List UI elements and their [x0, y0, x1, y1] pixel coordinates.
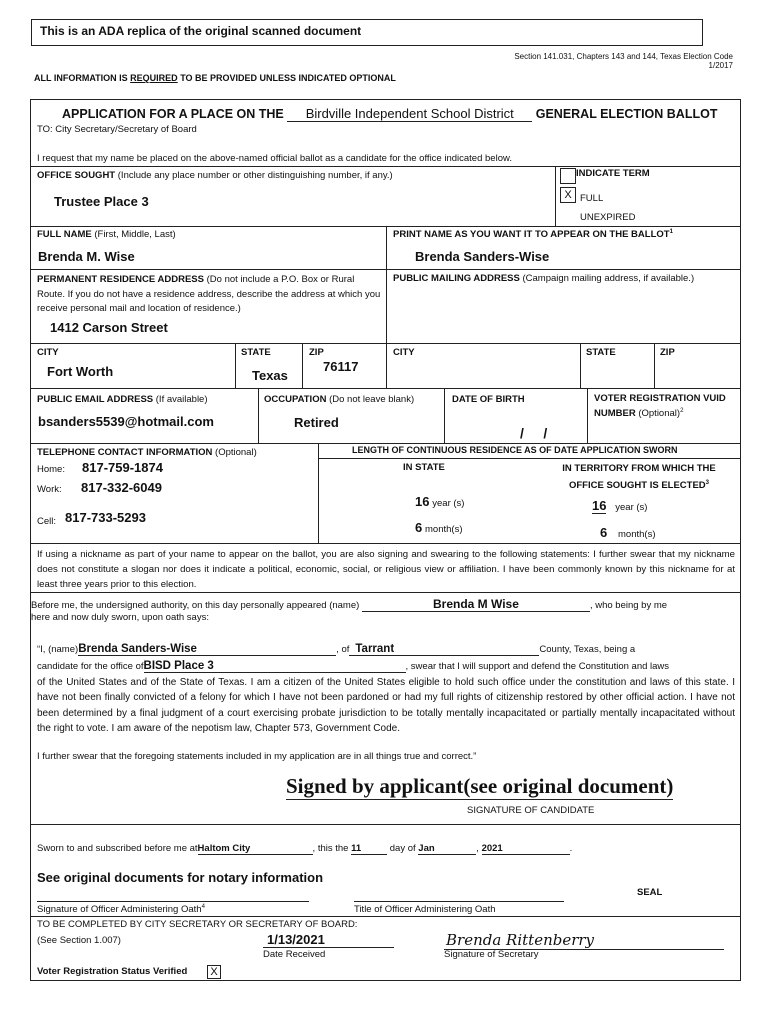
residence-label — [37, 273, 381, 317]
officer-signature-label — [37, 904, 205, 915]
sworn-this-the: , this the — [312, 843, 349, 854]
date-received-value[interactable]: 1/13/2021 — [263, 932, 394, 948]
territory-label — [549, 462, 729, 493]
zip-value[interactable]: 76117 — [323, 359, 359, 374]
occupation-value[interactable]: Retired — [294, 415, 339, 430]
notary-note: See original documents for notary information — [37, 870, 324, 885]
email-label — [37, 394, 208, 405]
before-me-line — [31, 597, 737, 612]
mailing-label — [393, 273, 694, 284]
home-phone-label: Home: — [37, 464, 65, 475]
sworn-year[interactable]: 2021 — [482, 843, 570, 855]
county-value[interactable]: Tarrant — [349, 643, 539, 656]
work-phone-value[interactable]: 817-332-6049 — [81, 480, 162, 495]
required-notice-post: TO BE PROVIDED UNLESS INDICATED OPTIONAL — [177, 73, 396, 83]
territory-footnote: 3 — [705, 480, 710, 486]
vuid-label — [594, 392, 734, 420]
to-line: TO: City Secretary/Secretary of Board — [37, 124, 197, 135]
officer-title-label: Title of Officer Administering Oath — [354, 904, 496, 915]
mailing-label-rest: (Campaign mailing address, if available.) — [519, 273, 695, 284]
sworn-day[interactable]: 11 — [351, 843, 387, 855]
county-post: County, Texas, being a — [539, 644, 636, 655]
email-label-bold: PUBLIC EMAIL ADDRESS — [37, 394, 154, 405]
state-months-unit: month(s) — [425, 524, 463, 535]
mail-city-label: CITY — [393, 347, 415, 358]
mailing-label-bold: PUBLIC MAILING ADDRESS — [393, 273, 520, 284]
territory-months-value[interactable]: 6 — [600, 525, 608, 540]
i-name-line — [37, 643, 735, 656]
before-me-pre: Before me, the undersigned authority, on this day personally appeared (name) — [31, 600, 360, 611]
full-name-value[interactable]: Brenda M. Wise — [38, 249, 135, 264]
email-label-rest: (If available) — [153, 394, 208, 405]
unexpired-term-label: UNEXPIRED — [580, 212, 636, 223]
state-years-unit: year (s) — [432, 498, 465, 509]
territory-years-value[interactable]: 16 — [592, 498, 607, 513]
ballot-name-footnote: 1 — [669, 229, 673, 235]
phone-label-rest: (Optional) — [212, 447, 257, 458]
statute-text: Section 141.031, Chapters 143 and 144, Texas Election Code — [514, 52, 733, 61]
sworn-day-of: day of — [389, 843, 416, 854]
in-state-label: IN STATE — [403, 462, 445, 473]
residence-label-rest: (Do not include a P.O. Box or Rural Route. If you do not have a residence address, describe the address at which you receive personal mail and location of residence.) — [37, 274, 381, 314]
office-sought-label — [37, 170, 393, 181]
state-months-value[interactable]: 6 — [415, 520, 423, 535]
territory-months — [600, 525, 656, 540]
office-label-bold: OFFICE SOUGHT — [37, 170, 116, 181]
candidate-post: , swear that I will support and defend the Constitution and laws — [405, 661, 670, 672]
state-years — [415, 494, 464, 509]
work-phone-label: Work: — [37, 484, 62, 495]
sworn-pre: Sworn to and subscribed before me at — [37, 843, 198, 854]
sworn-place[interactable]: Haltom City — [198, 843, 313, 855]
zip-label: ZIP — [309, 347, 324, 358]
full-name-label-rest: (First, Middle, Last) — [91, 229, 176, 240]
required-notice-pre: ALL INFORMATION IS — [34, 73, 131, 83]
appeared-name[interactable]: Brenda M Wise — [362, 597, 590, 612]
vuid-footnote: 2 — [680, 408, 684, 414]
vuid-optional: (Optional) — [635, 408, 681, 420]
required-notice — [34, 73, 396, 83]
i-name-pre: “I, (name) — [37, 644, 79, 655]
application-title — [62, 106, 717, 122]
email-value[interactable]: bsanders5539@hotmail.com — [38, 414, 214, 429]
secretary-signature-label: Signature of Secretary — [444, 949, 539, 960]
territory-months-unit: month(s) — [618, 529, 656, 540]
full-term-checkbox[interactable]: X — [560, 187, 576, 203]
territory-label-text: IN TERRITORY FROM WHICH THE OFFICE SOUGHT IS ELECTED — [562, 463, 716, 492]
state-value[interactable]: Texas — [252, 368, 288, 383]
full-name-label — [37, 229, 176, 240]
phone-label-bold: TELEPHONE CONTACT INFORMATION — [37, 447, 213, 458]
title-post: GENERAL ELECTION BALLOT — [535, 107, 718, 121]
mail-state-label: STATE — [586, 347, 616, 358]
ada-banner-text: This is an ADA replica of the original scanned document — [40, 24, 362, 38]
cell-phone-label: Cell: — [37, 516, 57, 527]
further-swear: I further swear that the foregoing statements included in my application are in all things true and correct.” — [37, 751, 477, 762]
vuid-label-text: VOTER REGISTRATION VUID NUMBER — [594, 393, 726, 420]
title-pre: APPLICATION FOR A PLACE ON THE — [62, 107, 284, 121]
seal-label: SEAL — [637, 887, 663, 898]
state-label: STATE — [241, 347, 271, 358]
secretary-heading: TO BE COMPLETED BY CITY SECRETARY OR SECRETARY OF BOARD: — [37, 919, 358, 930]
office-sought-value[interactable]: Trustee Place 3 — [54, 194, 149, 209]
residence-value[interactable]: 1412 Carson Street — [50, 320, 168, 335]
residency-header: LENGTH OF CONTINUOUS RESIDENCE AS OF DATE APPLICATION SWORN — [352, 445, 678, 455]
candidate-signature-label: SIGNATURE OF CANDIDATE — [467, 805, 595, 816]
residence-label-bold: PERMANENT RESIDENCE ADDRESS — [37, 274, 204, 285]
statute-citation — [514, 52, 733, 70]
see-section: (See Section 1.007) — [37, 935, 121, 946]
city-label: CITY — [37, 347, 59, 358]
state-months — [415, 520, 463, 535]
dob-label: DATE OF BIRTH — [452, 394, 525, 405]
district-field: Birdville Independent School District — [287, 106, 532, 122]
city-value[interactable]: Fort Worth — [47, 364, 114, 379]
state-years-value[interactable]: 16 — [415, 494, 430, 509]
vr-status-label: Voter Registration Status Verified — [37, 966, 188, 977]
request-line: I request that my name be placed on the above-named official ballot as a candidate for the office indicated below. — [37, 153, 512, 164]
indicate-term-label: INDICATE TERM — [576, 168, 650, 179]
office-of-value[interactable]: BISD Place 3 — [144, 660, 406, 673]
full-name-label-bold: FULL NAME — [37, 229, 92, 240]
occupation-label — [264, 394, 414, 405]
territory-years — [592, 498, 647, 513]
oath-body: of the United States and of the State of Texas. I am a citizen of the United States eligible to hold such office under the constitution and laws of this state. I have not been finally convicted of a felony for which I have not been pardoned or had my full rights of citizenship restored by other official action. I have not been determined by a final judgment of a court exercising probate jurisdiction to be totally mentally incapacitated or partially mentally incapacitated without the right to vote. I am aware of the nepotism law, Chapter 573, Government Code. — [37, 677, 735, 734]
ballot-name-value[interactable]: Brenda Sanders-Wise — [415, 249, 550, 264]
ada-banner — [31, 19, 703, 46]
i-name-value[interactable]: Brenda Sanders-Wise — [78, 643, 336, 656]
here-and-now-line: here and now duly sworn, upon oath says: — [31, 612, 209, 623]
dob-value[interactable]: / / — [520, 425, 548, 441]
cell-phone-value[interactable]: 817-733-5293 — [65, 510, 146, 525]
mail-zip-label: ZIP — [660, 347, 675, 358]
term-checkbox-blank[interactable] — [560, 168, 576, 184]
occupation-label-rest: (Do not leave blank) — [326, 394, 415, 405]
full-term-label: FULL — [580, 193, 604, 204]
ballot-name-label-text: PRINT NAME AS YOU WANT IT TO APPEAR ON THE BALLOT — [393, 229, 670, 241]
before-me-post: , who being by me — [589, 600, 668, 611]
sworn-line — [37, 843, 572, 855]
candidate-signature[interactable]: Signed by applicant(see original document) — [286, 774, 674, 798]
territory-years-unit: year (s) — [615, 502, 648, 513]
revision-text: 1/2017 — [708, 61, 733, 70]
phone-label — [37, 447, 257, 458]
vr-status-checkbox[interactable]: X — [207, 965, 221, 979]
officer-signature-text: Signature of Officer Administering Oath — [37, 904, 202, 916]
date-received-label: Date Received — [263, 949, 326, 960]
home-phone-value[interactable]: 817-759-1874 — [82, 460, 163, 475]
office-label-rest: (Include any place number or other distinguishing number, if any.) — [115, 170, 393, 181]
candidate-office-line — [37, 660, 735, 673]
occupation-label-bold: OCCUPATION — [264, 394, 327, 405]
of-text: , of — [336, 644, 350, 655]
candidate-pre: candidate for the office of — [37, 661, 144, 672]
ballot-name-label — [393, 229, 673, 240]
sworn-comma: , — [476, 843, 479, 854]
required-notice-emph: REQUIRED — [130, 73, 178, 83]
officer-signature-footnote: 4 — [201, 904, 205, 910]
nickname-statement: If using a nickname as part of your name to appear on the ballot, you are also signing and swearing to the following statements: I further swear that my nickname does not constitute a slogan nor does it indicate a political, economic, social, or religious view or affiliation. I have been commonly known by this nickname for at least three years prior to this election. — [37, 549, 735, 590]
sworn-end: . — [569, 843, 573, 854]
secretary-signature[interactable]: Brenda Rittenberry — [444, 931, 724, 950]
sworn-month[interactable]: Jan — [418, 843, 476, 855]
